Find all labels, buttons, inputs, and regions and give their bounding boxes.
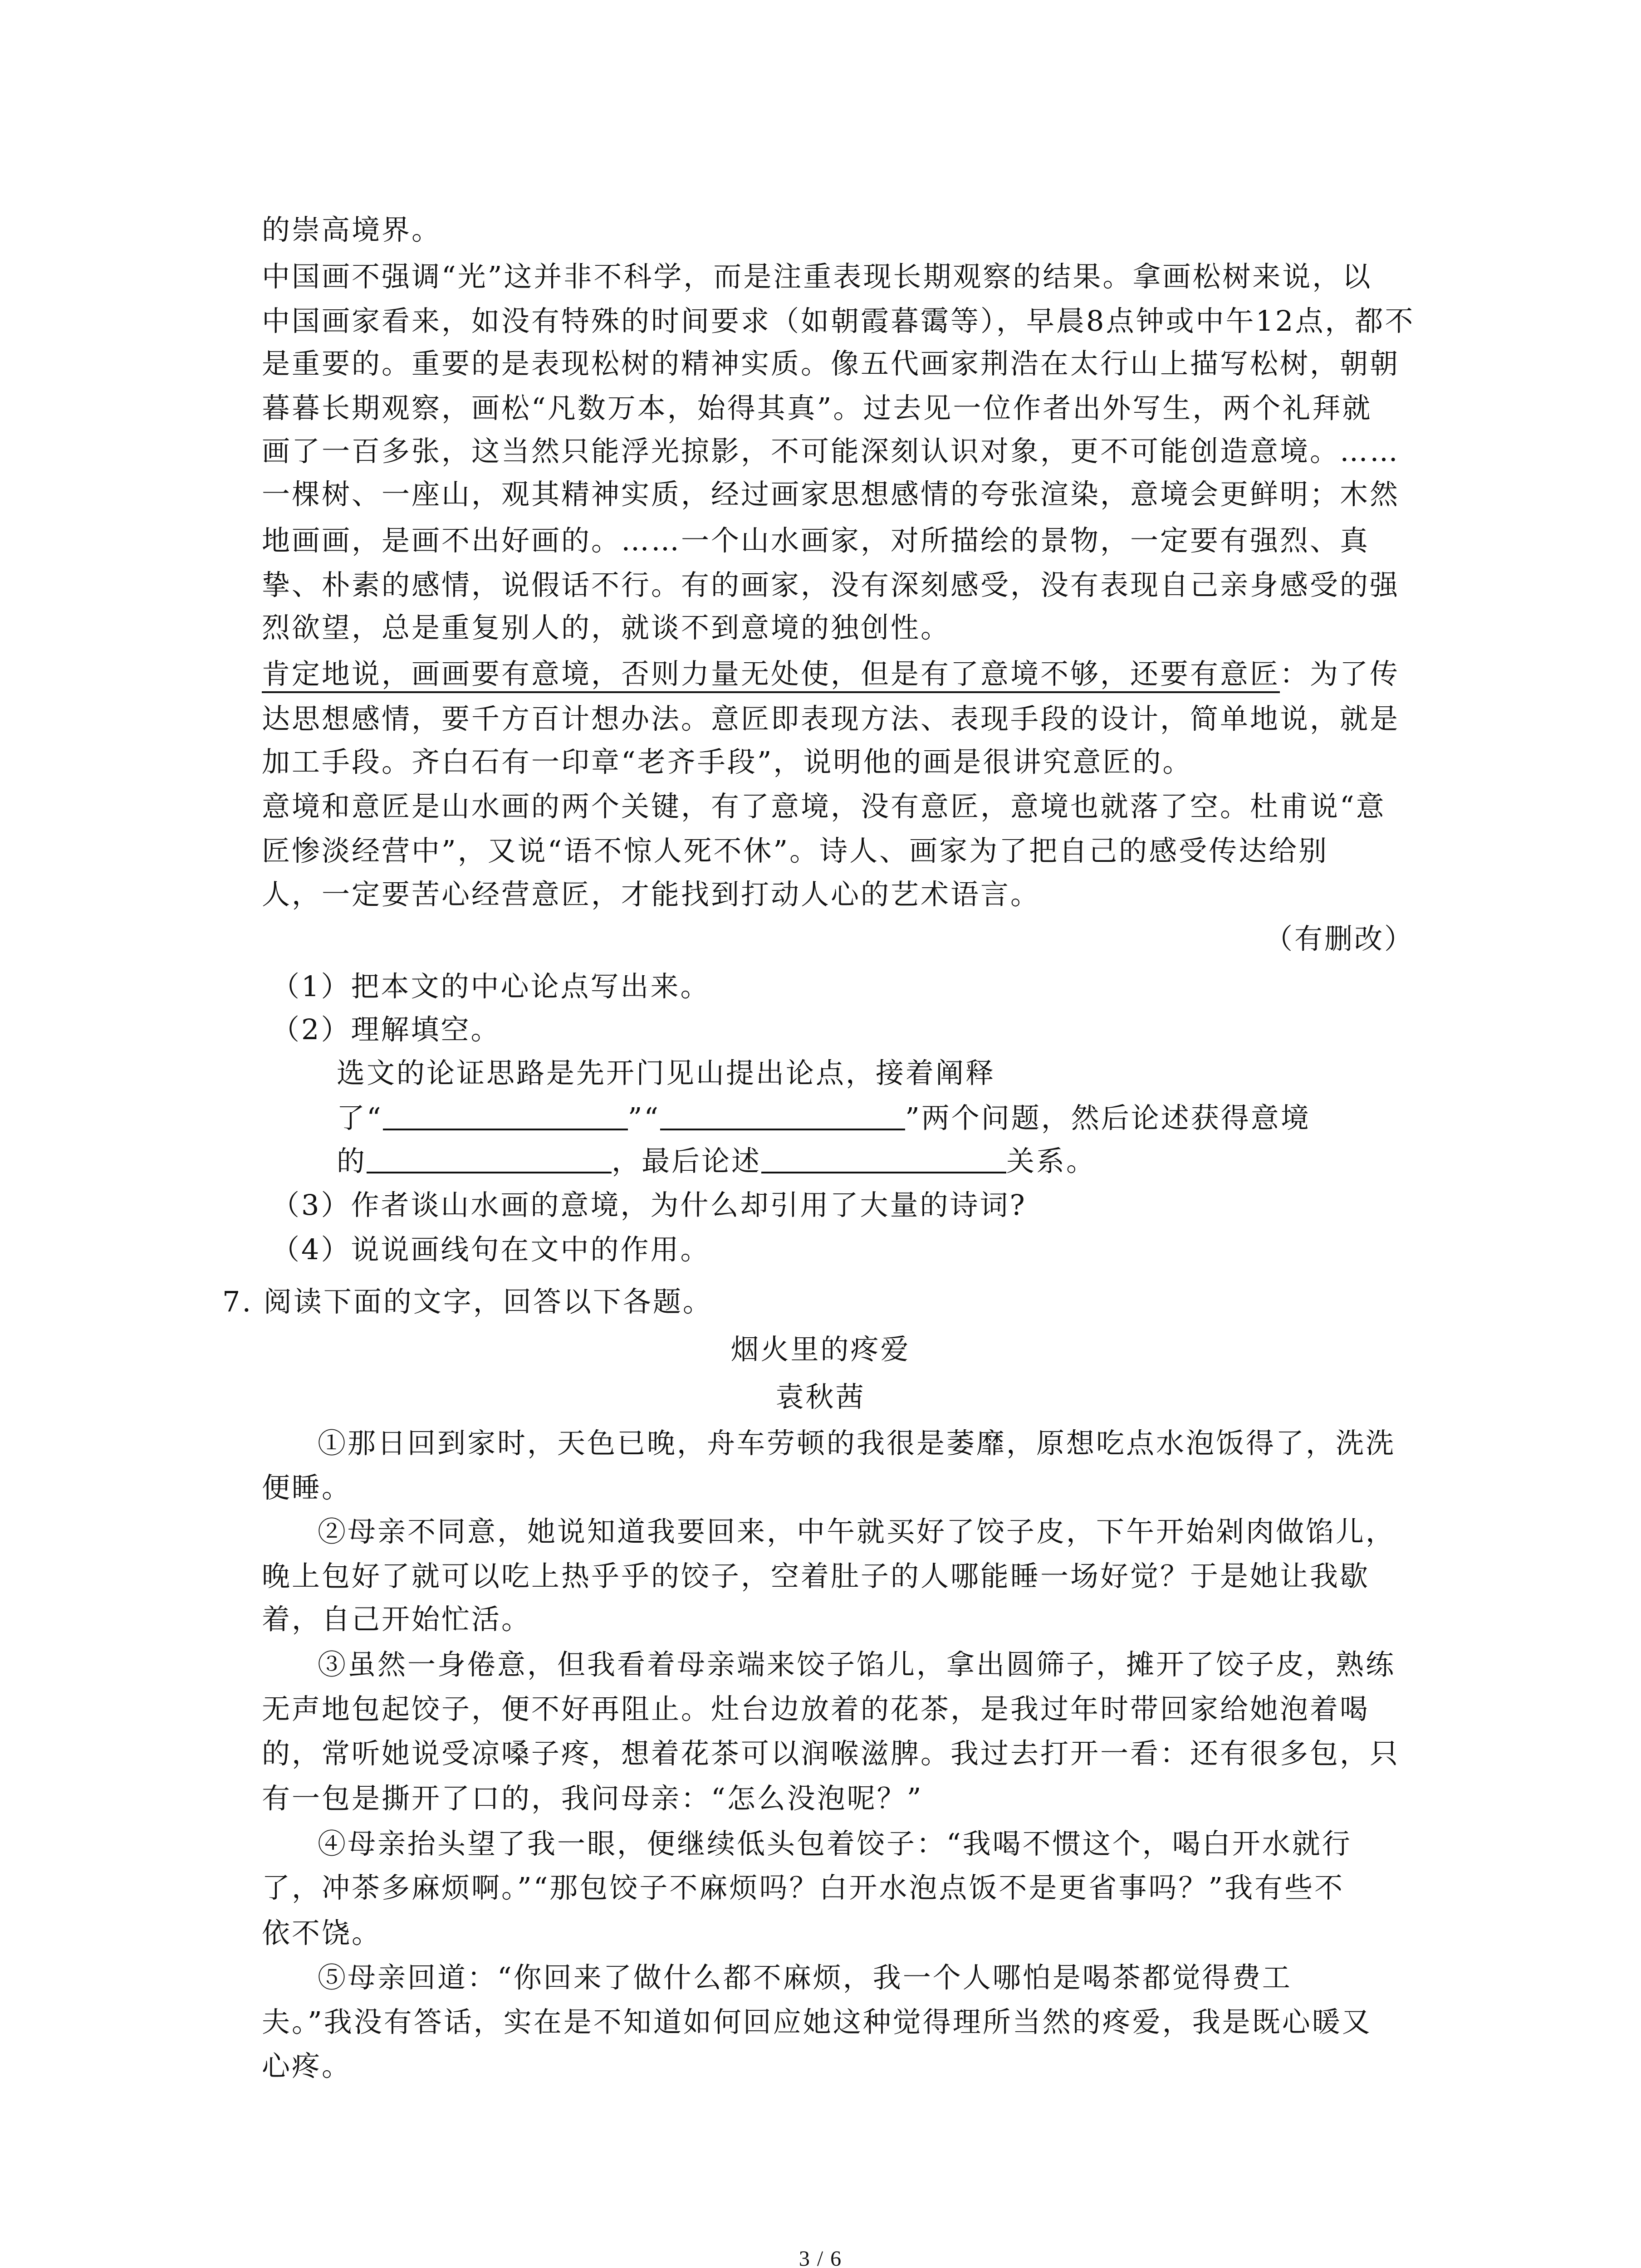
underlined-sentence: 肯定地说，画画要有意境，否则力量无处使，但是有了意境不够，还要有意匠 <box>262 657 1280 693</box>
story-line: 便睡。 <box>262 1471 352 1504</box>
article-line: 是重要的。重要的是表现松树的精神实质。像五代画家荆浩在太行山上描写松树，朝朝 <box>262 347 1400 380</box>
article-line: 画了一百多张，这当然只能浮光掠影，不可能深刻认识对象，更不可能创造意境。…… <box>262 435 1400 468</box>
question-7-intro: 7. 阅读下面的文字，回答以下各题。 <box>222 1285 713 1318</box>
answer-blank[interactable] <box>367 1144 612 1173</box>
story-line: 晚上包好了就可以吃上热乎乎的饺子，空着肚子的人哪能睡一场好觉？于是她让我歇 <box>262 1559 1370 1593</box>
article-line: 中国画家看来，如没有特殊的时间要求（如朝霞暮霭等），早晨8点钟或中午12点，都不 <box>262 304 1415 337</box>
question-3: （3）作者谈山水画的意境，为什么却引用了大量的诗词? <box>271 1188 1027 1222</box>
answer-blank[interactable] <box>761 1144 1006 1173</box>
question-4: （4）说说画线句在文中的作用。 <box>271 1233 710 1266</box>
question-2: （2）理解填空。 <box>271 1013 501 1046</box>
article-line: 挚、朴素的感情，说假话不行。有的画家，没有深刻感受，没有表现自己亲身感受的强 <box>262 568 1400 601</box>
article-line: 人，一定要苦心经营意匠，才能找到打动人心的艺术语言。 <box>262 878 1041 911</box>
article-line: 地画画，是画不出好画的。……一个山水画家，对所描绘的景物，一定要有强烈、真 <box>262 524 1370 557</box>
story-line: 心疼。 <box>262 2049 352 2082</box>
source-note: （有删改） <box>1264 922 1414 955</box>
article-line: 烈欲望，总是重复别人的，就谈不到意境的独创性。 <box>262 611 951 644</box>
page-number: 3 / 6 <box>798 2247 843 2268</box>
article-line: 匠惨淡经营中”，又说“语不惊人死不休”。诗人、画家为了把自己的感受传达给别 <box>262 834 1329 867</box>
underlined-line-rest: ：为了传 <box>1280 657 1400 690</box>
story-line: 着，自己开始忙活。 <box>262 1603 532 1636</box>
story-title: 烟火里的疼爱 <box>730 1333 911 1366</box>
question-2-line-1: 选文的论证思路是先开门见山提出论点，接着阐释 <box>337 1056 996 1090</box>
story-line: ③虽然一身倦意，但我看着母亲端来饺子馅儿，拿出圆筛子，摊开了饺子皮，熟练 <box>318 1648 1396 1681</box>
story-line: 依不饶。 <box>262 1916 382 1950</box>
underlined-line <box>262 656 1400 692</box>
story-line: ②母亲不同意，她说知道我要回来，中午就买好了饺子皮，下午开始剁肉做馅儿， <box>318 1515 1396 1548</box>
article-line: 暮暮长期观察，画松“凡数万本，始得其真”。过去见一位作者出外写生，两个礼拜就 <box>262 391 1372 425</box>
question-2-line-3: 的 ，最后论述 关系。 <box>337 1144 1097 1178</box>
story-line: ⑤母亲回道：“你回来了做什么都不麻烦，我一个人哪怕是喝茶都觉得费工 <box>318 1961 1292 1994</box>
story-line: ④母亲抬头望了我一眼，便继续低头包着饺子：“我喝不惯这个，喝白开水就行 <box>318 1827 1352 1860</box>
question-2-line-2: 了“ ”“ ”两个问题，然后论述获得意境 <box>337 1101 1311 1134</box>
story-author: 袁秋茜 <box>775 1380 866 1413</box>
story-line: ①那日回到家时，天色已晚，舟车劳顿的我很是萎靡，原想吃点水泡饭得了，洗洗 <box>318 1427 1396 1460</box>
article-line: 中国画不强调“光”这并非不科学，而是注重表现长期观察的结果。拿画松树来说，以 <box>262 260 1372 293</box>
article-line: 加工手段。齐白石有一印章“老齐手段”，说明他的画是很讲究意匠的。 <box>262 745 1193 778</box>
story-line: 了，冲茶多麻烦啊。”“那包饺子不麻烦吗？白开水泡点饭不是更省事吗？”我有些不 <box>262 1871 1345 1904</box>
article-line: 的崇高境界。 <box>262 213 442 246</box>
answer-blank[interactable] <box>383 1101 628 1130</box>
story-line: 夫。”我没有答话，实在是不知道如何回应她这种觉得理所当然的疼爱，我是既心暖又 <box>262 2005 1372 2038</box>
answer-blank[interactable] <box>660 1101 905 1130</box>
question-1: （1）把本文的中心论点写出来。 <box>271 970 710 1003</box>
article-line: 意境和意匠是山水画的两个关键，有了意境，没有意匠，意境也就落了空。杜甫说“意 <box>262 790 1386 823</box>
article-line: 一棵树、一座山，观其精神实质，经过画家思想感情的夸张渲染，意境会更鲜明；木然 <box>262 478 1400 511</box>
story-line: 的，常听她说受凉嗓子疼，想着花茶可以润喉滋脾。我过去打开一看：还有很多包，只 <box>262 1737 1400 1770</box>
story-line: 有一包是撕开了口的，我问母亲：“怎么没泡呢？” <box>262 1782 923 1815</box>
story-line: 无声地包起饺子，便不好再阻止。灶台边放着的花茶，是我过年时带回家给她泡着喝 <box>262 1692 1370 1725</box>
article-line: 达思想感情，要千方百计想办法。意匠即表现方法、表现手段的设计，简单地说，就是 <box>262 702 1400 735</box>
